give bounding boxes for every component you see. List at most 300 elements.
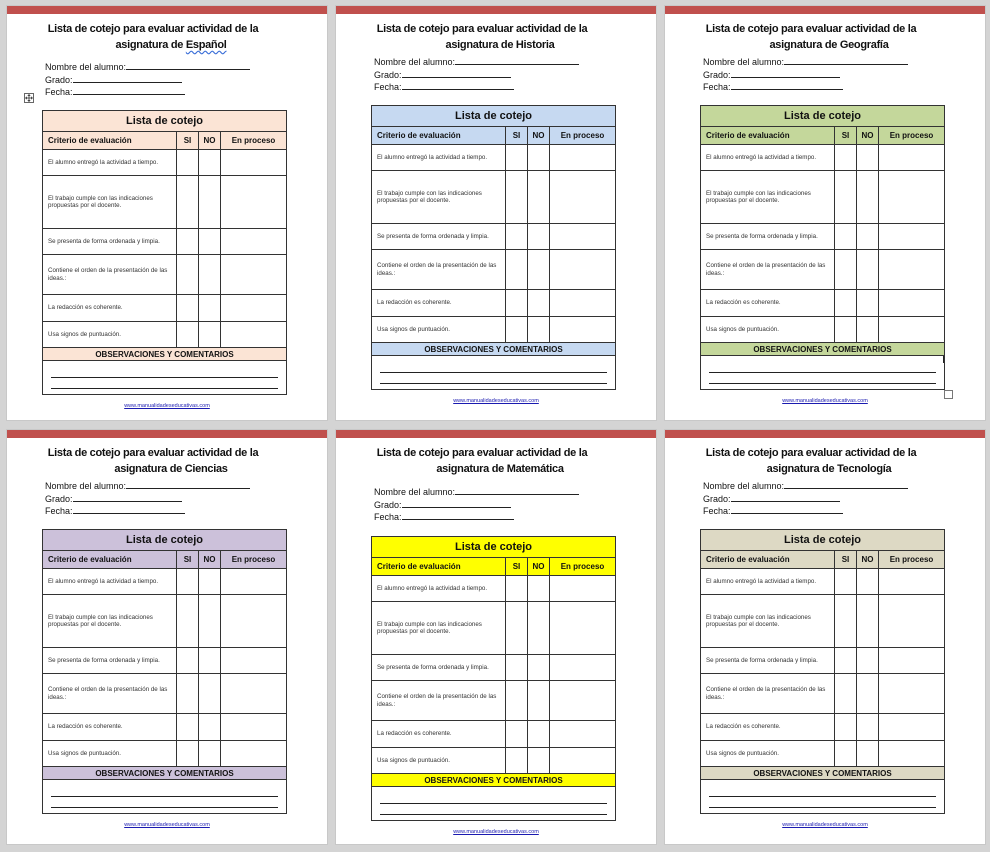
en-proceso-cell[interactable] [550, 171, 616, 224]
criterion-text: Contiene el orden de la presentación de las ideas.: [43, 255, 177, 295]
si-cell[interactable] [506, 748, 528, 774]
en-proceso-cell[interactable] [879, 741, 945, 767]
field-input-line[interactable] [73, 74, 182, 83]
no-cell[interactable] [199, 674, 221, 714]
field-input-line[interactable] [126, 61, 250, 70]
observations-title: OBSERVACIONES Y COMENTARIOS [372, 774, 616, 787]
en-proceso-cell[interactable] [221, 595, 287, 648]
student-field [374, 499, 579, 512]
header-no: NO [199, 551, 221, 569]
criterion-text: El alumno entregó la actividad a tiempo. [701, 145, 835, 171]
field-input-line[interactable] [402, 499, 511, 508]
criterion-text: El alumno entregó la actividad a tiempo. [43, 150, 177, 176]
document-page [335, 5, 657, 421]
header-en-proceso: En proceso [221, 551, 287, 569]
no-cell[interactable] [528, 576, 550, 602]
no-cell[interactable] [857, 317, 879, 343]
en-proceso-cell[interactable] [550, 224, 616, 250]
en-proceso-cell[interactable] [879, 674, 945, 714]
header-en-proceso: En proceso [879, 127, 945, 145]
no-cell[interactable] [199, 150, 221, 176]
criterion-text: Contiene el orden de la presentación de las ideas.: [372, 681, 506, 721]
table-title-row [43, 530, 287, 551]
no-cell[interactable] [857, 250, 879, 290]
si-cell[interactable] [835, 741, 857, 767]
student-field [45, 74, 250, 87]
field-label: Grado: [703, 69, 731, 80]
page-title [336, 21, 656, 53]
criterion-text: Usa signos de puntuación. [372, 317, 506, 343]
si-cell[interactable] [506, 317, 528, 343]
si-cell[interactable] [835, 648, 857, 674]
document-page [335, 429, 657, 845]
no-cell[interactable] [199, 295, 221, 322]
student-field [45, 61, 250, 74]
en-proceso-cell[interactable] [221, 569, 287, 595]
criterion-row [43, 648, 287, 674]
field-input-line[interactable] [73, 505, 185, 514]
title-line-2 [336, 37, 656, 53]
field-label: Fecha: [703, 82, 731, 92]
student-info-fields [374, 486, 579, 524]
observations-lines[interactable] [43, 780, 287, 814]
subject-name: Español [185, 39, 227, 51]
student-field [45, 493, 250, 506]
si-cell[interactable] [506, 171, 528, 224]
observations-title: OBSERVACIONES Y COMENTARIOS [372, 343, 616, 356]
no-cell[interactable] [528, 317, 550, 343]
observations-area [43, 361, 287, 395]
en-proceso-cell[interactable] [879, 648, 945, 674]
observations-header-row [43, 767, 287, 780]
en-proceso-cell[interactable] [879, 224, 945, 250]
writing-line[interactable] [51, 797, 278, 808]
no-cell[interactable] [199, 255, 221, 295]
observations-area [372, 356, 616, 390]
title-line-1: Lista de cotejo para evaluar actividad de la [47, 23, 259, 35]
criterion-row [701, 569, 945, 595]
title-line-1: Lista de cotejo para evaluar actividad de la [705, 23, 917, 35]
checklist-table [700, 529, 945, 814]
observations-header-row [372, 343, 616, 356]
criterion-row [701, 741, 945, 767]
no-cell[interactable] [528, 655, 550, 681]
field-label: Fecha: [45, 87, 73, 97]
document-page [664, 5, 986, 421]
subject-name: Matemática [506, 463, 564, 475]
criterion-text: Se presenta de forma ordenada y limpia. [701, 224, 835, 250]
observations-lines[interactable] [372, 356, 616, 390]
header-criterio: Criterio de evaluación [701, 127, 835, 145]
criterion-row [372, 602, 616, 655]
no-cell[interactable] [199, 741, 221, 767]
writing-line[interactable] [380, 793, 607, 804]
si-cell[interactable] [835, 224, 857, 250]
title-line-2 [7, 461, 327, 477]
si-cell[interactable] [835, 595, 857, 648]
no-cell[interactable] [528, 290, 550, 317]
field-label: Nombre del alumno: [45, 62, 127, 72]
en-proceso-cell[interactable] [221, 176, 287, 229]
page-header-band [665, 430, 985, 438]
no-cell[interactable] [857, 674, 879, 714]
footer-website-link[interactable]: www.manualidadeseducativas.com [782, 398, 868, 404]
en-proceso-cell[interactable] [879, 595, 945, 648]
observations-area [372, 787, 616, 821]
criterion-row [701, 714, 945, 741]
criterion-text: El alumno entregó la actividad a tiempo. [372, 576, 506, 602]
en-proceso-cell[interactable] [550, 681, 616, 721]
checklist-table [371, 536, 616, 821]
si-cell[interactable] [835, 171, 857, 224]
en-proceso-cell[interactable] [550, 655, 616, 681]
footer-website-link[interactable]: www.manualidadeseducativas.com [453, 398, 539, 404]
en-proceso-cell[interactable] [550, 317, 616, 343]
en-proceso-cell[interactable] [221, 295, 287, 322]
student-field [703, 69, 908, 82]
en-proceso-cell[interactable] [550, 721, 616, 748]
field-input-line[interactable] [126, 480, 250, 489]
criterion-row [43, 176, 287, 229]
criterion-text: Usa signos de puntuación. [372, 748, 506, 774]
criterion-row [372, 290, 616, 317]
field-input-line[interactable] [455, 56, 579, 65]
criterion-text: El alumno entregó la actividad a tiempo. [43, 569, 177, 595]
si-cell[interactable] [177, 255, 199, 295]
no-cell[interactable] [199, 229, 221, 255]
si-cell[interactable] [835, 714, 857, 741]
no-cell[interactable] [199, 176, 221, 229]
criterion-row [701, 317, 945, 343]
table-title-row [372, 106, 616, 127]
en-proceso-cell[interactable] [221, 674, 287, 714]
no-cell[interactable] [199, 714, 221, 741]
checklist-table [371, 105, 616, 390]
title-line-1: Lista de cotejo para evaluar actividad de la [705, 447, 917, 459]
footer-website-link[interactable]: www.manualidadeseducativas.com [453, 829, 539, 835]
no-cell[interactable] [857, 171, 879, 224]
en-proceso-cell[interactable] [550, 290, 616, 317]
en-proceso-cell[interactable] [221, 648, 287, 674]
table-title-row [43, 111, 287, 132]
footer-website-link[interactable]: www.manualidadeseducativas.com [124, 403, 210, 409]
title-prefix: asignatura de [115, 39, 184, 51]
en-proceso-cell[interactable] [550, 145, 616, 171]
criterion-text: El trabajo cumple con las indicaciones propuestas por el docente. [372, 171, 506, 224]
si-cell[interactable] [177, 322, 199, 348]
en-proceso-cell[interactable] [879, 569, 945, 595]
table-resize-handle-icon[interactable] [944, 390, 953, 399]
no-cell[interactable] [528, 681, 550, 721]
observations-header-row [43, 348, 287, 361]
field-input-line[interactable] [784, 56, 908, 65]
field-input-line[interactable] [784, 480, 908, 489]
student-field [374, 511, 579, 524]
title-line-2 [665, 37, 985, 53]
field-label: Grado: [374, 499, 402, 510]
no-cell[interactable] [528, 224, 550, 250]
no-cell[interactable] [199, 595, 221, 648]
criterion-row [43, 569, 287, 595]
si-cell[interactable] [177, 229, 199, 255]
student-info-fields [45, 480, 250, 518]
si-cell[interactable] [506, 224, 528, 250]
student-field [374, 56, 579, 69]
writing-line[interactable] [709, 797, 936, 808]
field-label: Nombre del alumno: [374, 487, 456, 497]
en-proceso-cell[interactable] [550, 576, 616, 602]
page-header-band [665, 6, 985, 14]
student-field [45, 480, 250, 493]
criterion-row [43, 255, 287, 295]
page-header-band [7, 430, 327, 438]
criterion-row [701, 648, 945, 674]
en-proceso-cell[interactable] [879, 250, 945, 290]
header-si: SI [506, 127, 528, 145]
criterion-text: Se presenta de forma ordenada y limpia. [372, 224, 506, 250]
si-cell[interactable] [177, 595, 199, 648]
header-en-proceso: En proceso [550, 558, 616, 576]
writing-line[interactable] [709, 786, 936, 797]
student-field [703, 480, 908, 493]
si-cell[interactable] [177, 741, 199, 767]
writing-line[interactable] [709, 373, 936, 384]
table-title: Lista de cotejo [372, 106, 616, 127]
no-cell[interactable] [528, 748, 550, 774]
field-input-line[interactable] [402, 81, 514, 90]
criterion-text: Usa signos de puntuación. [701, 741, 835, 767]
writing-line[interactable] [51, 378, 278, 389]
no-cell[interactable] [857, 741, 879, 767]
title-prefix: asignatura de [766, 463, 835, 475]
criterion-text: Contiene el orden de la presentación de las ideas.: [43, 674, 177, 714]
writing-line[interactable] [51, 367, 278, 378]
observations-lines[interactable] [701, 356, 945, 390]
no-cell[interactable] [857, 714, 879, 741]
page-title [665, 445, 985, 477]
criterion-row [43, 741, 287, 767]
criterion-row [43, 295, 287, 322]
criterion-text: Usa signos de puntuación. [701, 317, 835, 343]
si-cell[interactable] [506, 145, 528, 171]
student-info-fields [703, 480, 908, 518]
observations-lines[interactable] [372, 787, 616, 821]
table-title-row [372, 537, 616, 558]
writing-line[interactable] [380, 362, 607, 373]
si-cell[interactable] [506, 290, 528, 317]
student-field [703, 81, 908, 94]
si-cell[interactable] [506, 655, 528, 681]
student-field [703, 505, 908, 518]
footer-website-link[interactable]: www.manualidadeseducativas.com [782, 822, 868, 828]
title-line-1: Lista de cotejo para evaluar actividad de la [376, 23, 588, 35]
criterion-row [372, 317, 616, 343]
en-proceso-cell[interactable] [221, 714, 287, 741]
field-input-line[interactable] [731, 505, 843, 514]
si-cell[interactable] [835, 317, 857, 343]
criterion-row [372, 171, 616, 224]
header-en-proceso: En proceso [879, 551, 945, 569]
no-cell[interactable] [199, 569, 221, 595]
en-proceso-cell[interactable] [879, 171, 945, 224]
header-si: SI [177, 551, 199, 569]
page-header-band [336, 430, 656, 438]
criterion-text: Se presenta de forma ordenada y limpia. [43, 229, 177, 255]
observations-header-row [701, 767, 945, 780]
en-proceso-cell[interactable] [221, 229, 287, 255]
si-cell[interactable] [177, 176, 199, 229]
si-cell[interactable] [177, 714, 199, 741]
field-label: Fecha: [703, 506, 731, 516]
field-input-line[interactable] [731, 493, 840, 502]
si-cell[interactable] [177, 569, 199, 595]
no-cell[interactable] [857, 224, 879, 250]
header-si: SI [835, 127, 857, 145]
no-cell[interactable] [857, 648, 879, 674]
si-cell[interactable] [835, 145, 857, 171]
no-cell[interactable] [528, 145, 550, 171]
en-proceso-cell[interactable] [879, 145, 945, 171]
title-line-2 [665, 461, 985, 477]
student-info-fields [703, 56, 908, 94]
criterion-text: El alumno entregó la actividad a tiempo. [701, 569, 835, 595]
header-si: SI [835, 551, 857, 569]
page-header-band [336, 6, 656, 14]
criterion-row [701, 674, 945, 714]
si-cell[interactable] [177, 674, 199, 714]
table-title: Lista de cotejo [372, 537, 616, 558]
student-field [374, 69, 579, 82]
student-field [374, 486, 579, 499]
field-label: Grado: [45, 493, 73, 504]
field-label: Grado: [45, 74, 73, 85]
no-cell[interactable] [528, 602, 550, 655]
en-proceso-cell[interactable] [550, 602, 616, 655]
field-input-line[interactable] [402, 511, 514, 520]
criterion-text: El trabajo cumple con las indicaciones propuestas por el docente. [43, 176, 177, 229]
si-cell[interactable] [506, 681, 528, 721]
si-cell[interactable] [506, 721, 528, 748]
si-cell[interactable] [835, 674, 857, 714]
si-cell[interactable] [506, 602, 528, 655]
criterion-text: Se presenta de forma ordenada y limpia. [372, 655, 506, 681]
en-proceso-cell[interactable] [221, 255, 287, 295]
no-cell[interactable] [199, 648, 221, 674]
field-label: Nombre del alumno: [374, 57, 456, 67]
no-cell[interactable] [199, 322, 221, 348]
si-cell[interactable] [506, 576, 528, 602]
title-line-1: Lista de cotejo para evaluar actividad de la [376, 447, 588, 459]
writing-line[interactable] [51, 786, 278, 797]
en-proceso-cell[interactable] [550, 748, 616, 774]
footer-website-link[interactable]: www.manualidadeseducativas.com [124, 822, 210, 828]
table-header-row [43, 132, 287, 150]
no-cell[interactable] [857, 595, 879, 648]
field-label: Nombre del alumno: [703, 481, 785, 491]
header-no: NO [199, 132, 221, 150]
si-cell[interactable] [835, 290, 857, 317]
header-si: SI [177, 132, 199, 150]
si-cell[interactable] [835, 250, 857, 290]
subject-name: Historia [515, 39, 555, 51]
student-field [703, 56, 908, 69]
header-no: NO [857, 127, 879, 145]
no-cell[interactable] [528, 721, 550, 748]
en-proceso-cell[interactable] [221, 322, 287, 348]
field-input-line[interactable] [402, 69, 511, 78]
criterion-row [701, 290, 945, 317]
writing-line[interactable] [380, 804, 607, 815]
no-cell[interactable] [528, 250, 550, 290]
en-proceso-cell[interactable] [879, 290, 945, 317]
si-cell[interactable] [177, 295, 199, 322]
criterion-text: La redacción es coherente. [43, 295, 177, 322]
criterion-row [372, 576, 616, 602]
en-proceso-cell[interactable] [879, 714, 945, 741]
header-no: NO [528, 127, 550, 145]
checklist-table [42, 529, 287, 814]
field-input-line[interactable] [73, 493, 182, 502]
field-label: Nombre del alumno: [703, 57, 785, 67]
field-input-line[interactable] [455, 486, 579, 495]
no-cell[interactable] [528, 171, 550, 224]
table-title: Lista de cotejo [701, 530, 945, 551]
no-cell[interactable] [857, 569, 879, 595]
criterion-text: Contiene el orden de la presentación de las ideas.: [701, 674, 835, 714]
header-criterio: Criterio de evaluación [372, 127, 506, 145]
criterion-row [701, 171, 945, 224]
field-label: Fecha: [374, 512, 402, 522]
criterion-text: El trabajo cumple con las indicaciones propuestas por el docente. [43, 595, 177, 648]
si-cell[interactable] [506, 250, 528, 290]
observations-area [701, 356, 945, 390]
no-cell[interactable] [857, 145, 879, 171]
no-cell[interactable] [857, 290, 879, 317]
si-cell[interactable] [835, 569, 857, 595]
en-proceso-cell[interactable] [221, 741, 287, 767]
en-proceso-cell[interactable] [879, 317, 945, 343]
field-input-line[interactable] [731, 81, 843, 90]
field-input-line[interactable] [731, 69, 840, 78]
field-label: Fecha: [374, 82, 402, 92]
header-criterio: Criterio de evaluación [43, 551, 177, 569]
observations-lines[interactable] [43, 361, 287, 395]
table-move-handle-icon[interactable] [24, 93, 34, 103]
writing-line[interactable] [709, 362, 936, 373]
criterion-text: La redacción es coherente. [701, 714, 835, 741]
student-field [703, 493, 908, 506]
si-cell[interactable] [177, 648, 199, 674]
page-title [7, 445, 327, 477]
observations-header-row [701, 343, 945, 356]
field-label: Fecha: [45, 506, 73, 516]
observations-lines[interactable] [701, 780, 945, 814]
document-page [6, 429, 328, 845]
subject-name: Tecnología [837, 463, 892, 475]
header-en-proceso: En proceso [550, 127, 616, 145]
en-proceso-cell[interactable] [221, 150, 287, 176]
page-title [336, 445, 656, 477]
field-input-line[interactable] [73, 86, 185, 95]
table-title-row [701, 530, 945, 551]
title-line-2 [7, 37, 327, 53]
en-proceso-cell[interactable] [550, 250, 616, 290]
criterion-text: Se presenta de forma ordenada y limpia. [43, 648, 177, 674]
criterion-text: La redacción es coherente. [701, 290, 835, 317]
si-cell[interactable] [177, 150, 199, 176]
writing-line[interactable] [380, 373, 607, 384]
criterion-text: Usa signos de puntuación. [43, 322, 177, 348]
